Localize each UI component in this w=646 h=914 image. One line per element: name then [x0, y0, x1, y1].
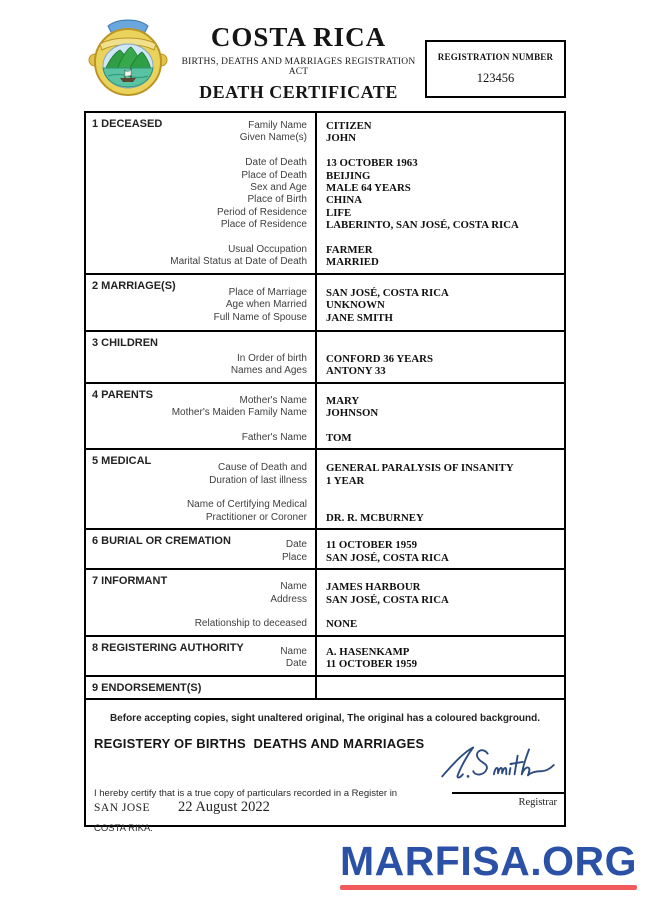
- section-value-cell: [317, 332, 564, 382]
- document-title: DEATH CERTIFICATE: [199, 82, 398, 102]
- section-value-cell: [317, 570, 564, 635]
- registration-number-label: REGISTRATION NUMBER: [437, 52, 554, 62]
- field-value: NONE: [326, 618, 358, 631]
- field-value: [326, 419, 560, 431]
- certificate-section-2: [86, 275, 564, 332]
- certificate-section-3: [86, 332, 564, 384]
- field-label: Marital Status at Date of Death: [170, 256, 307, 268]
- section-value-cell: [317, 384, 564, 449]
- field-label: Age when Married: [225, 299, 307, 311]
- field-label: Place: [281, 551, 307, 563]
- field-value: SAN JOSÉ, COSTA RICA: [326, 551, 449, 564]
- certificate-section-7: [86, 570, 564, 637]
- title-block: [172, 13, 425, 103]
- signature-line: [452, 792, 564, 794]
- field-value: JOHN: [326, 132, 356, 145]
- field-value: [326, 232, 560, 244]
- field-label: Period of Residence: [216, 206, 307, 218]
- field-label: Family Name: [248, 120, 307, 131]
- section-heading: 9 ENDORSEMENT(S): [92, 681, 202, 694]
- section-label-cell: [86, 677, 317, 698]
- field-value: CITIZEN: [326, 120, 372, 132]
- field-value: JOHNSON: [326, 407, 379, 420]
- certificate-table: [84, 111, 566, 834]
- section-value-cell: [317, 530, 564, 568]
- field-label: Place of Residence: [220, 219, 307, 231]
- section-heading: 7 INFORMANT: [92, 575, 168, 588]
- field-value: [326, 487, 560, 499]
- registration-date: 22 August 2022: [178, 798, 270, 815]
- marfisa-tld: .ORG: [530, 838, 637, 884]
- field-label: Cause of Death and: [218, 462, 307, 474]
- field-value: 13 OCTOBER 1963: [326, 157, 418, 170]
- certificate-section-8: [86, 637, 564, 677]
- field-label: Name of Certifying Medical: [186, 499, 307, 511]
- section-value-cell: [317, 450, 564, 528]
- section-value-cell: [317, 677, 564, 698]
- field-value: MARY: [326, 394, 360, 407]
- certificate-section-5: [86, 450, 564, 530]
- registration-place: SAN JOSE: [94, 801, 151, 814]
- field-label: Names and Ages: [230, 365, 307, 377]
- copy-notice: Before accepting copies, sight unaltered original, The original has a coloured background.: [109, 712, 541, 724]
- field-label: Address: [270, 593, 307, 605]
- field-value: DR. R. MCBURNEY: [326, 511, 424, 524]
- field-value: JAMES HARBOUR: [326, 581, 421, 594]
- field-label: Place of Death: [241, 169, 307, 181]
- field-value: FARMER: [326, 244, 373, 257]
- field-label: Date: [285, 539, 307, 551]
- section-label-cell: [86, 530, 317, 568]
- field-value: SAN JOSÉ, COSTA RICA: [326, 593, 449, 606]
- field-label: Relationship to deceased: [194, 618, 307, 630]
- field-label: [92, 487, 307, 499]
- field-value: CHINA: [326, 194, 362, 207]
- field-value: A. HASENKAMP: [326, 645, 410, 658]
- field-label: Mother's Maiden Family Name: [171, 407, 307, 419]
- section-value-cell: [317, 113, 564, 273]
- section-label-cell: [86, 450, 317, 528]
- field-label: Father's Name: [241, 431, 307, 443]
- certificate-section-1: [86, 113, 564, 275]
- field-label: Duration of last illness: [209, 474, 307, 486]
- certificate-footer: [86, 700, 564, 834]
- field-value: CONFORD 36 YEARS: [326, 352, 433, 365]
- field-value: 11 OCTOBER 1959: [326, 539, 417, 552]
- registrar-signature: [436, 742, 560, 788]
- field-value: [326, 145, 560, 157]
- field-value: BEIJING: [326, 169, 371, 182]
- field-value: ANTONY 33: [326, 365, 386, 378]
- section-heading: 6 BURIAL OR CREMATION: [92, 535, 231, 548]
- section-heading: 8 REGISTERING AUTHORITY: [92, 641, 244, 654]
- field-label: Name: [280, 581, 307, 593]
- field-value: UNKNOWN: [326, 299, 385, 312]
- field-label: Full Name of Spouse: [213, 311, 307, 323]
- act-subtitle: BIRTHS, DEATHS AND MARRIAGES REGISTRATION ACT: [181, 57, 416, 77]
- field-label: [92, 232, 307, 244]
- registry-title: REGISTERY OF BIRTHS DEATHS AND MARRIAGES: [94, 735, 425, 751]
- section-label-cell: [86, 113, 317, 273]
- field-label: Date of Death: [245, 157, 307, 169]
- certificate-section-6: [86, 530, 564, 570]
- section-label-cell: [86, 637, 317, 675]
- field-label: Mother's Name: [239, 394, 307, 406]
- country-title: COSTA RICA: [210, 22, 387, 52]
- field-value: GENERAL PARALYSIS OF INSANITY: [326, 462, 514, 475]
- field-label: [92, 419, 307, 431]
- field-label: Place of Birth: [247, 194, 307, 206]
- field-label: In Order of birth: [236, 352, 307, 364]
- certificate-section-4: [86, 384, 564, 451]
- marfisa-underline: [340, 885, 637, 890]
- field-value: LIFE: [326, 206, 352, 219]
- field-label: Given Name(s): [239, 132, 307, 144]
- registration-number-value: 123456: [476, 71, 515, 85]
- section-label-cell: [86, 275, 317, 330]
- field-label: Usual Occupation: [228, 244, 307, 256]
- field-label: Sex and Age: [250, 182, 307, 194]
- section-value-cell: [317, 275, 564, 330]
- costa-rica-coat-of-arms-icon: [84, 13, 172, 99]
- field-label: Place of Marriage: [228, 286, 307, 298]
- certification-line-2: COSTA RIKA.: [94, 822, 153, 834]
- section-heading: 1 DECEASED: [92, 118, 163, 130]
- section-heading: 4 PARENTS: [92, 388, 153, 401]
- field-value: MARRIED: [326, 256, 379, 269]
- marfisa-wordmark: [340, 840, 637, 883]
- field-value: MALE 64 YEARS: [326, 182, 411, 195]
- field-label: Name: [280, 645, 307, 657]
- field-value: JANE SMITH: [326, 311, 393, 324]
- field-value: 11 OCTOBER 1959: [326, 658, 417, 671]
- field-value: 1 YEAR: [326, 474, 365, 487]
- section-heading: 2 MARRIAGE(S): [92, 279, 176, 292]
- field-value: [326, 606, 560, 618]
- field-label: [92, 145, 307, 157]
- field-label: Practitioner or Coroner: [205, 511, 307, 523]
- field-value: TOM: [326, 431, 352, 444]
- section-label-cell: [86, 384, 317, 449]
- certification-line-1: I hereby certify that is a true copy of particulars recorded in a Register in: [94, 787, 398, 799]
- field-label: [92, 606, 307, 618]
- registration-number-box: [425, 40, 566, 98]
- section-heading: 5 MEDICAL: [92, 455, 152, 468]
- marfisa-watermark: [340, 840, 637, 890]
- certificate-sections: [86, 113, 564, 700]
- certificate-section-9: [86, 677, 564, 700]
- field-value: [326, 499, 560, 511]
- registrar-label: Registrar: [518, 796, 557, 808]
- field-value: LABERINTO, SAN JOSÉ, COSTA RICA: [326, 219, 519, 232]
- field-label: Date: [285, 658, 307, 670]
- marfisa-name: MARFISA: [339, 838, 531, 884]
- section-label-cell: [86, 332, 317, 382]
- section-value-cell: [317, 637, 564, 675]
- field-value: SAN JOSÉ, COSTA RICA: [326, 286, 449, 299]
- section-label-cell: [86, 570, 317, 635]
- certificate-header: [84, 13, 566, 103]
- section-heading: 3 CHILDREN: [92, 336, 159, 349]
